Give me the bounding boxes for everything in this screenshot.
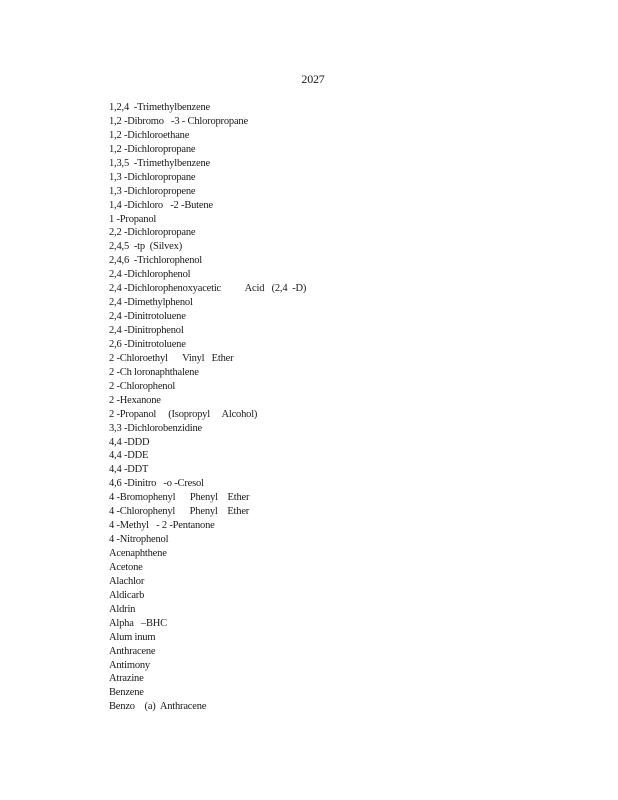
- chemical-name: 4,4 -DDT: [109, 464, 149, 476]
- chemical-name: 2 -Chloroethyl Vinyl Ether: [109, 352, 234, 364]
- chemical-name: Alum inum: [109, 631, 156, 643]
- chemical-name: 1,2,4 -Trimethylbenzene: [109, 102, 210, 113]
- chemical-name: 4 -Methyl - 2 -Pentanone: [109, 520, 215, 532]
- chemical-name: 2 -Chlorophenol: [109, 380, 176, 392]
- chemical-name: 1,3 -Dichloropropene: [109, 185, 196, 197]
- chemical-name: 2 -Propanol (Isopropyl Alcohol): [109, 408, 258, 420]
- chemical-name: 2,4,6 -Trichlorophenol: [109, 255, 203, 267]
- chemical-name: 1,3,5 -Trimethylbenzene: [109, 157, 210, 169]
- chemical-name: 2,4 -Dinitrotoluene: [109, 311, 186, 323]
- chemical-name: Anthracene: [109, 645, 156, 657]
- chemical-name: Benzo (a) Anthracene: [109, 701, 207, 713]
- chemical-name: 2,4 -Dichlorophenol: [109, 269, 191, 281]
- chemical-name: 1,2 -Dichloroethane: [109, 129, 190, 141]
- chemical-name: 4,4 -DDE: [109, 450, 149, 462]
- chemical-name: 2 -Ch loronaphthalene: [109, 366, 199, 378]
- chemical-name: 2,6 -Dinitrotoluene: [109, 338, 186, 350]
- chemical-name: 4,6 -Dinitro -o -Cresol: [109, 478, 204, 490]
- chemical-name: Benzene: [109, 687, 144, 699]
- chemical-name: 1 -Propanol: [109, 213, 157, 225]
- chemical-name: 1,2 -Dibromo -3 - Chloropropane: [109, 115, 248, 127]
- chemical-name: 2,4 -Dimethylphenol: [109, 297, 193, 309]
- chemical-name: 4 -Nitrophenol: [109, 534, 169, 546]
- chemical-name: 4,4 -DDD: [109, 436, 150, 448]
- chemical-name: 3,3 -Dichlorobenzidine: [109, 422, 202, 434]
- page-number: 2027: [301, 72, 325, 86]
- chemical-name: 2,2 -Dichloropropane: [109, 227, 196, 239]
- chemical-name: Acetone: [109, 561, 143, 573]
- chemical-name: 1,3 -Dichloropropane: [109, 171, 196, 183]
- chemical-name: Aldrin: [109, 603, 136, 615]
- chemical-name: 1,4 -Dichloro -2 -Butene: [109, 199, 213, 211]
- chemical-name: 4 -Chlorophenyl Phenyl Ether: [109, 506, 250, 518]
- chemical-name: 2,4,5 -tp (Silvex): [109, 241, 182, 253]
- chemical-name: Atrazine: [109, 673, 144, 685]
- chemical-name: Acenaphthene: [109, 548, 167, 559]
- chemical-name: 2 -Hexanone: [109, 394, 161, 406]
- chemical-name: Aldicarb: [109, 589, 145, 601]
- chemical-name: 1,2 -Dichloropropane: [109, 143, 196, 155]
- chemical-name: Antimony: [109, 659, 150, 671]
- chemical-name: Alachlor: [109, 575, 145, 587]
- chemical-name: 2,4 -Dichlorophenoxyacetic Acid (2,4 -D): [109, 283, 307, 295]
- chemical-list: [109, 101, 306, 714]
- chemical-name: 2,4 -Dinitrophenol: [109, 325, 184, 336]
- chemical-name: 4 -Bromophenyl Phenyl Ether: [109, 492, 250, 504]
- chemical-name: Alpha –BHC: [109, 617, 167, 629]
